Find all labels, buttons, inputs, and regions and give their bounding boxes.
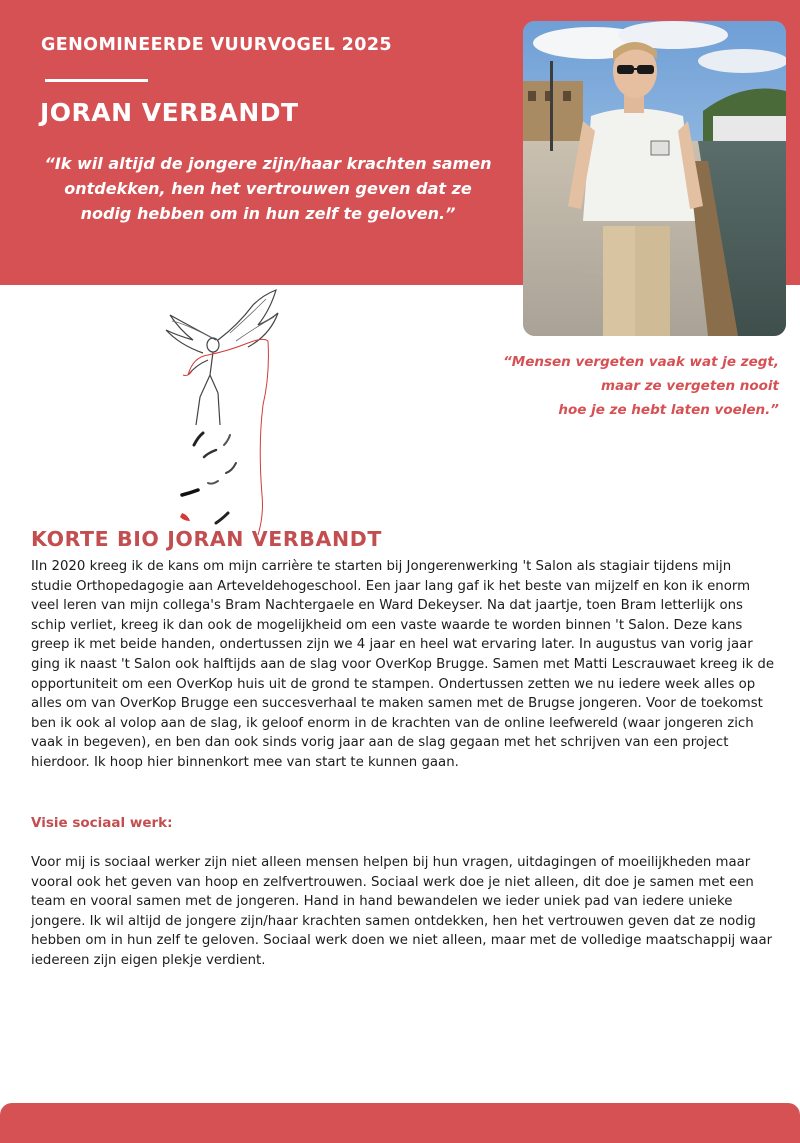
- side-quote-line: “Mensen vergeten vaak wat je zegt,: [503, 354, 779, 370]
- firebird-illustration-icon: [158, 285, 283, 540]
- footer-band: [0, 1103, 800, 1143]
- side-quote-line: hoe je ze hebt laten voelen.”: [558, 402, 779, 418]
- person-photo: [523, 21, 786, 336]
- bio-text: IIn 2020 kreeg ik de kans om mijn carrière te starten bij Jongerenwerking 't Salon als stagiair tijdens mijn studie Orthopedagogie aan Arteveldehogeschool. Een jaar lang gaf ik het beste van mijzelf en kon ik enorm veel leren van mijn collega's Bram Nachtergaele en Ward Dekeyser. Na dat jaartje, toen Bram letterlijk ons schip verliet, kreeg ik dan ook de mogelijkheid om een vaste waarde te worden binnen 't Salon. Deze kans greep ik met beide handen, ondertussen zijn we 4 jaar en heel wat ervaring later. In augustus van vorig jaar ging ik naast 't Salon ook halftijds aan de slag voor OverKop Brugge. Samen met Matti Lescrauwaet kreeg ik de opportuniteit om een OverKop huis uit de grond te stampen. Ondertussen zetten we nu iedere week alles op alles om van OverKop Brugge een succesverhaal te maken samen met de Brugse jongeren. Voor de toekomst ben ik ook al volop aan de slag, ik geloof enorm in de krachten van de online leefwereld (waar jongeren zich vaak in begeven), en ben dan ook sinds vorig jaar aan de slag gegaan met het schrijven van een project hierdoor. Ik hoop hier binnenkort mee van start te kunnen gaan.: [31, 559, 775, 770]
- person-photo-icon: [523, 21, 786, 336]
- nominee-name: JORAN VERBANDT: [40, 98, 299, 127]
- header-divider: [45, 79, 148, 82]
- nominee-label: GENOMINEERDE VUURVOGEL 2025: [41, 35, 392, 55]
- header-quote: “Ik wil altijd de jongere zijn/haar krachten samen ontdekken, hen het vertrouwen geven dat ze nodig hebben om in hun zelf te geloven.”: [44, 154, 492, 223]
- side-quote: [490, 350, 779, 422]
- bio-title: KORTE BIO JORAN VERBANDT: [31, 527, 382, 551]
- vision-text: Voor mij is sociaal werker zijn niet alleen mensen helpen bij hun vragen, uitdagingen of moeilijkheden maar vooral ook het geven van hoop en zelfvertrouwen. Sociaal werk doe je niet alleen, dit doe je samen met een team en vooral samen met de jongeren. Hand in hand bewandelen we ieder uniek pad van iedere unieke jongere. Ik wil altijd de jongere zijn/haar krachten samen ontdekken, hen het vertrouwen geven dat ze nodig hebben om in hun zelf te geloven. Sociaal werk doen we niet alleen, maar met de volledige maatschappij waar iedereen zijn eigen plekje verdient.: [31, 855, 773, 968]
- vision-heading: Visie sociaal werk:: [31, 815, 173, 831]
- side-quote-line: maar ze vergeten nooit: [601, 378, 779, 394]
